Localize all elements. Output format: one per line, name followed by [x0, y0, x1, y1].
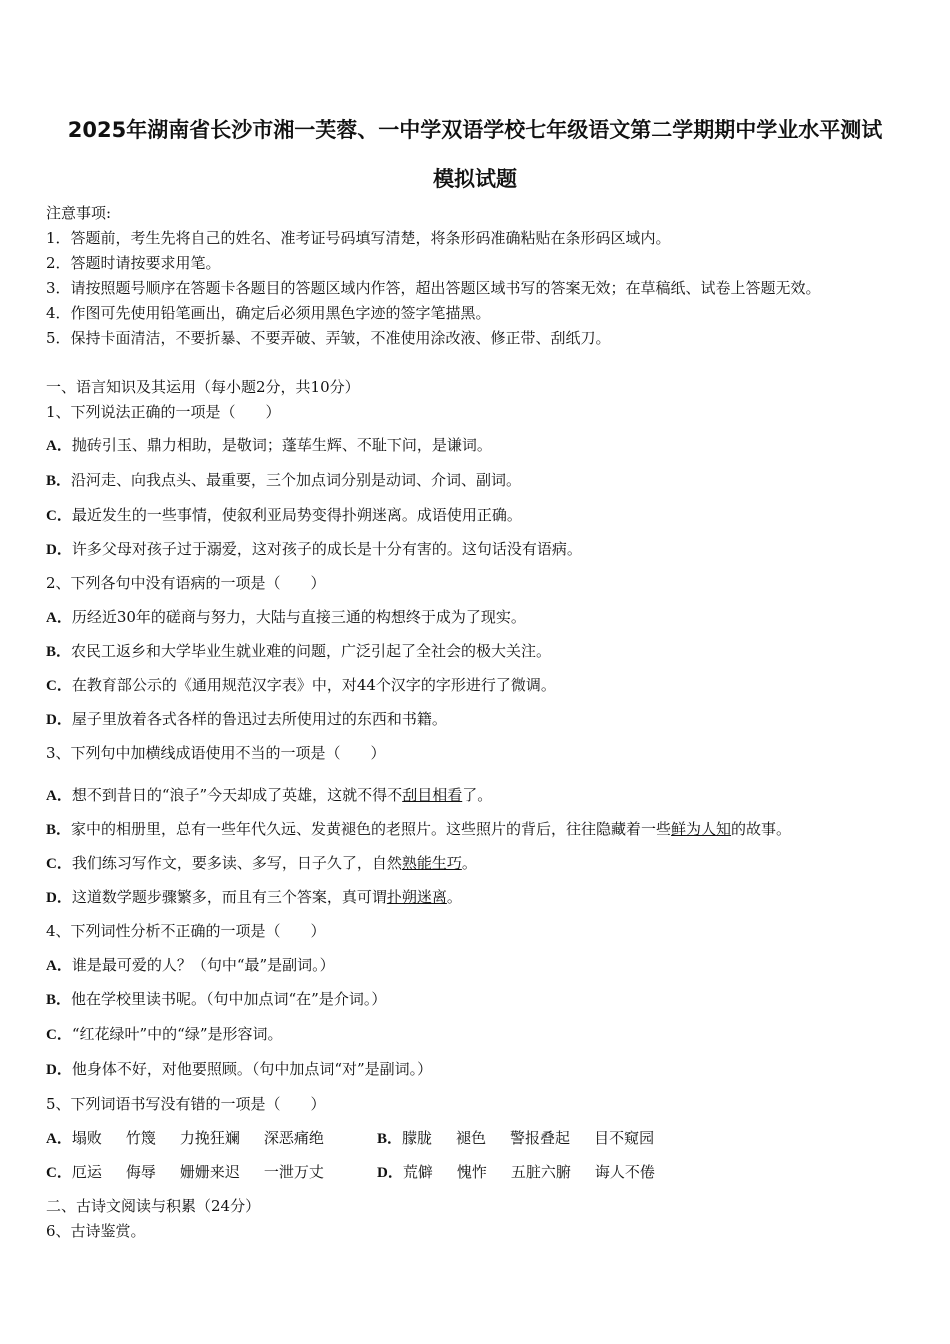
- option-word: 竹篾: [125, 1129, 156, 1147]
- option-text-after: 。: [446, 888, 462, 906]
- question-5-option-a: [46, 1127, 324, 1148]
- option-word: 姗姗来迟: [179, 1163, 240, 1181]
- underlined-idiom: 刮目相看: [402, 786, 463, 804]
- option-text: 沿河走、向我点头、最重要，三个加点词分别是动词、介词、副词。: [71, 471, 522, 489]
- question-5-stem: 5、下列词语书写没有错的一项是（ ）: [46, 1095, 326, 1113]
- option-label: B．: [46, 822, 72, 838]
- option-word: 厄运: [71, 1163, 102, 1181]
- note-item: 1．答题前，考生先将自己的姓名、准考证号码填写清楚，将条形码准确粘贴在条形码区域内。: [46, 229, 671, 247]
- option-text-before: 想不到昔日的“浪子”今天却成了英雄，这就不得不: [71, 786, 403, 804]
- question-1-option-a: [46, 434, 492, 455]
- option-word: 褪色: [456, 1129, 487, 1147]
- question-1-option-d: [46, 538, 582, 559]
- question-3-option-a: [46, 784, 492, 805]
- question-1-option-c: [46, 504, 522, 525]
- option-label: C．: [46, 678, 72, 694]
- note-item: 4．作图可先使用铅笔画出，确定后必须用黑色字迹的签字笔描黑。: [46, 304, 491, 322]
- note-item: 5．保持卡面清洁，不要折暴、不要弄破、弄皱，不准使用涂改液、修正带、刮纸刀。: [46, 329, 611, 347]
- option-text: “红花绿叶”中的“绿”是形容词。: [71, 1025, 283, 1043]
- option-label: B．: [377, 1131, 403, 1147]
- option-text: 他身体不好，对他要照顾。（句中加点词“对”是副词。）: [71, 1060, 433, 1078]
- option-word: 侮辱: [125, 1163, 156, 1181]
- option-text: 屋子里放着各式各样的鲁迅过去所使用过的东西和书籍。: [71, 710, 447, 728]
- question-2-option-c: [46, 674, 556, 695]
- option-label: A．: [46, 610, 72, 626]
- option-label: C．: [46, 856, 72, 872]
- option-word: 荒僻: [402, 1163, 433, 1181]
- option-text-after: 了。: [462, 786, 493, 804]
- section1-heading: 一、语言知识及其运用（每小题2分，共10分）: [46, 378, 360, 396]
- option-text: 许多父母对孩子过于溺爱，这对孩子的成长是十分有害的。这句话没有语病。: [71, 540, 582, 558]
- option-word: 目不窥园: [594, 1129, 655, 1147]
- option-text-after: 。: [461, 854, 477, 872]
- question-4-option-a: [46, 954, 335, 975]
- option-label: B．: [46, 473, 72, 489]
- option-word: 一泄万丈: [263, 1163, 324, 1181]
- note-item: 3．请按照题号顺序在答题卡各题目的答题区域内作答，超出答题区域书写的答案无效；在草稿纸、试卷上答题无效。: [46, 279, 821, 297]
- option-text: 在教育部公示的《通用规范汉字表》中，对44个汉字的字形进行了微调。: [71, 676, 556, 694]
- question-2-option-a: [46, 606, 526, 627]
- question-3-stem: 3、下列句中加横线成语使用不当的一项是（ ）: [46, 744, 386, 762]
- question-4-stem: 4、下列词性分析不正确的一项是（ ）: [46, 922, 326, 940]
- option-label: C．: [46, 1165, 72, 1181]
- option-word: 诲人不倦: [594, 1163, 655, 1181]
- question-4-option-b: [46, 988, 386, 1009]
- option-label: A．: [46, 1131, 72, 1147]
- option-word: 五脏六腑: [510, 1163, 571, 1181]
- option-label: C．: [46, 1027, 72, 1043]
- option-label: A．: [46, 958, 72, 974]
- question-1-option-b: [46, 469, 521, 490]
- option-label: D．: [46, 712, 72, 728]
- option-label: D．: [46, 1062, 72, 1078]
- option-label: A．: [46, 788, 72, 804]
- option-word: 力挽狂斓: [179, 1129, 240, 1147]
- option-label: D．: [46, 890, 72, 906]
- underlined-idiom: 熟能生巧: [401, 854, 462, 872]
- option-label: D．: [377, 1165, 403, 1181]
- option-label: B．: [46, 644, 72, 660]
- question-3-option-b: [46, 818, 791, 839]
- option-text-after: 的故事。: [731, 820, 792, 838]
- question-3-option-d: [46, 886, 462, 907]
- option-word: 塌败: [71, 1129, 102, 1147]
- option-word: 深恶痛绝: [263, 1129, 324, 1147]
- question-6-stem: 6、古诗鉴赏。: [46, 1222, 146, 1240]
- option-label: D．: [46, 542, 72, 558]
- exam-title-line1: 2025年湖南省长沙市湘一芙蓉、一中学双语学校七年级语文第二学期期中学业水平测试: [67, 118, 883, 142]
- option-text: 农民工返乡和大学毕业生就业难的问题，广泛引起了全社会的极大关注。: [71, 642, 552, 660]
- question-2-stem: 2、下列各句中没有语病的一项是（ ）: [46, 574, 326, 592]
- option-label: A．: [46, 438, 72, 454]
- underlined-idiom: 鲜为人知: [671, 820, 732, 838]
- question-3-option-c: [46, 852, 477, 873]
- question-4-option-d: [46, 1058, 432, 1079]
- question-5-option-c: [46, 1161, 324, 1182]
- question-4-option-c: [46, 1023, 283, 1044]
- option-word: 警报叠起: [510, 1129, 571, 1147]
- underlined-idiom: 扑朔迷离: [386, 888, 447, 906]
- notes-heading: 注意事项:: [46, 204, 112, 222]
- question-2-option-d: [46, 708, 447, 729]
- exam-title-line2: 模拟试题: [433, 167, 517, 191]
- option-text: 抛砖引玉、鼎力相助，是敬词；蓬荜生辉、不耻下问，是谦词。: [71, 436, 492, 454]
- option-text: 历经近30年的磋商与努力，大陆与直接三通的构想终于成为了现实。: [71, 608, 526, 626]
- option-word: 愧怍: [456, 1163, 487, 1181]
- option-text: 他在学校里读书呢。（句中加点词“在”是介词。）: [71, 990, 387, 1008]
- option-word: 朦胧: [402, 1129, 433, 1147]
- option-label: B．: [46, 992, 72, 1008]
- note-item: 2．答题时请按要求用笔。: [46, 254, 221, 272]
- option-text-before: 这道数学题步骤繁多，而且有三个答案，真可谓: [71, 888, 387, 906]
- option-text-before: 我们练习写作文，要多读、多写，日子久了，自然: [71, 854, 402, 872]
- option-label: C．: [46, 508, 72, 524]
- question-2-option-b: [46, 640, 551, 661]
- option-text: 谁是最可爱的人？（句中“最”是副词。）: [71, 956, 335, 974]
- question-5-option-b: [377, 1127, 654, 1148]
- question-5-option-d: [377, 1161, 655, 1182]
- question-1-stem: 1、下列说法正确的一项是（ ）: [46, 403, 281, 421]
- section2-heading: 二、古诗文阅读与积累（24分）: [46, 1197, 261, 1215]
- option-text: 最近发生的一些事情，使叙利亚局势变得扑朔迷离。成语使用正确。: [71, 506, 522, 524]
- option-text-before: 家中的相册里，总有一些年代久远、发黄褪色的老照片。这些照片的背后，往往隐藏着一些: [71, 820, 672, 838]
